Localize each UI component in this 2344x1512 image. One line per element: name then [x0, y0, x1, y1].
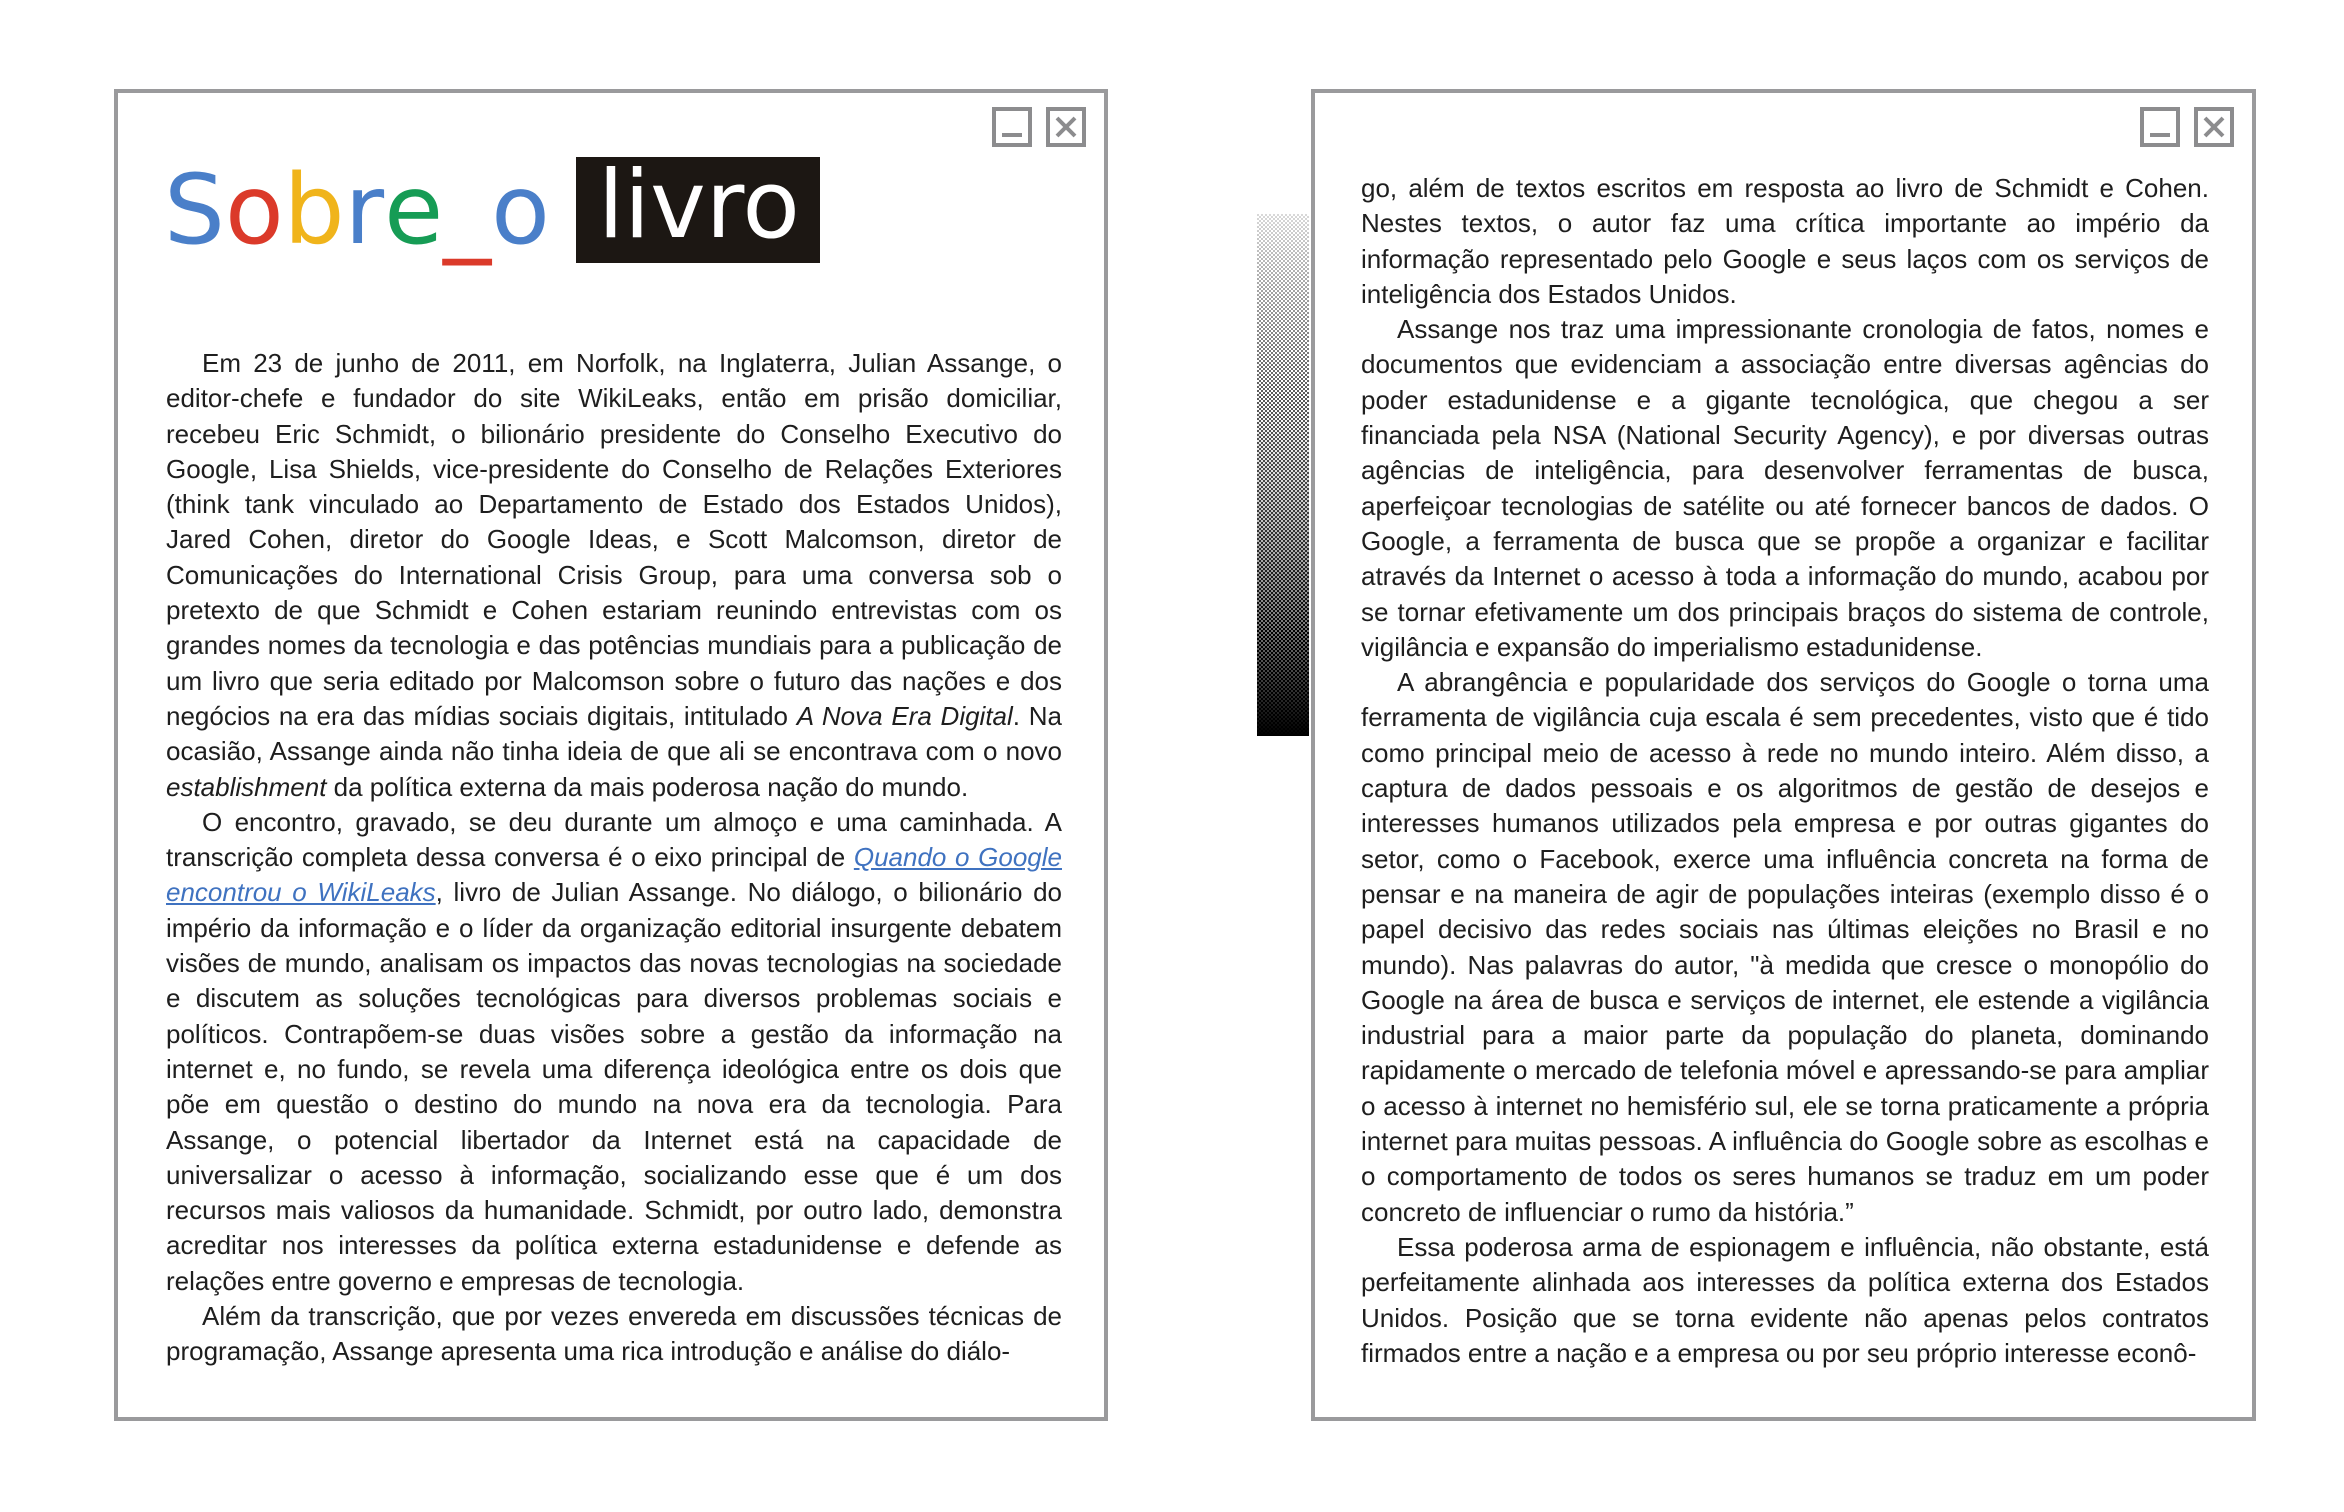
paragraph: Além da transcrição, que por vezes envereda em discussões técnicas de programação, Assange apresenta uma rica introdução e análise do diálo-: [166, 1301, 1062, 1367]
title-letter: _: [443, 154, 492, 266]
left-text-window: [114, 89, 1108, 1421]
italic-term: establishment: [166, 771, 327, 802]
book-title: A Nova Era Digital: [796, 700, 1013, 731]
title-boxed-word: livro: [576, 157, 820, 263]
right-text-window: [1311, 89, 2256, 1421]
minimize-icon[interactable]: [992, 107, 1032, 147]
title-letter: e: [384, 154, 444, 266]
paragraph: Assange nos traz uma impressionante cronologia de fatos, nomes e documentos que evidenciam a associação entre diversas agências do poder estadunidense e a gigante tecnológica, que chegou a ser financiada pela NSA (National Security Agency), e por diversas outras agências de inteligência, para desenvolver ferramentas de busca, aperfeiçoar tecnologias de satélite ou até fornecer bancos de dados. O Google, a ferramenta de busca que se propõe a organizar e facilitar através da Internet o acesso à toda a informação do mundo, acabou por se tornar efetivamente um dos principais braços do sistema de controle, vigilância e expansão do imperialismo estadunidense.: [1361, 314, 2209, 662]
page-title: [164, 151, 820, 266]
left-body-text: [166, 346, 1062, 1370]
left-window-controls: [992, 107, 1086, 147]
book-link[interactable]: Quando o Google encontrou o WikiLeaks: [166, 842, 1062, 908]
title-letter: S: [164, 154, 225, 266]
right-body-text: [1361, 171, 2209, 1371]
close-icon[interactable]: [2194, 107, 2234, 147]
halftone-strip-decoration: [1257, 214, 1309, 736]
paragraph: Essa poderosa arma de espionagem e influência, não obstante, está perfeitamente alinhada aos interesses da política externa dos Estados Unidos. Posição que se torna evidente não apenas pelos contratos firmados entre a nação e a empresa ou por seu próprio interesse econô-: [1361, 1231, 2209, 1368]
title-letter: b: [283, 154, 345, 266]
minimize-icon[interactable]: [2140, 107, 2180, 147]
title-letter: o: [224, 154, 284, 266]
paragraph: go, além de textos escritos em resposta ao livro de Schmidt e Cohen. Nestes textos, o autor faz uma crítica importante ao império da informação representado pelo Google e seus laços com os serviços de inteligência dos Estados Unidos.: [1361, 173, 2209, 309]
right-window-controls: [2140, 107, 2234, 147]
title-letter: o: [491, 154, 550, 266]
paragraph: A abrangência e popularidade dos serviços do Google o torna uma ferramenta de vigilância cuja escala é sem precedentes, visto que é tido como principal meio de acesso à rede no mundo inteiro. Além disso, a captura de dados pessoais e os algoritmos de gestão de desejos e interesses humanos utilizados pela empresa e por outras gigantes do setor, como o Facebook, exerce uma influência concreta na forma de pensar e na maneira de agir de populações inteiras (exemplo disso é o papel decisivo das redes sociais nas últimas eleições no Brasil e no mundo). Nas palavras do autor, "à medida que cresce o monopólio do Google na área de busca e serviços de internet, ele estende a vigilância industrial para a maior parte da população do planeta, dominando rapidamente o mercado de telefonia móvel e apressando-se para ampliar o acesso à internet no hemisfério sul, ele se torna praticamente a própria internet para muitas pessoas. A influência do Google sobre as escolhas e o comportamento de todos os seres humanos se traduz em um poder concreto de influenciar o rumo da história.”: [1361, 667, 2209, 1227]
close-icon[interactable]: [1046, 107, 1086, 147]
title-letter: r: [344, 154, 385, 266]
paragraph: O encontro, gravado, se deu durante um almoço e uma caminhada. A transcrição completa dessa conversa é o eixo principal de Quando o Google encontrou o WikiLeaks, livro de Julian Assange. No diálogo, o bilionário do império da informação e o líder da organização editorial insurgente debatem visões de mundo, analisam os impactos das novas tecnologias na sociedade e discutem as soluções tecnológicas para diversos problemas sociais e políticos. Contrapõem-se duas visões sobre a gestão da informação na internet e, no fundo, se revela uma diferença ideológica entre os dois que põe em questão o destino do mundo na nova era da tecnologia. Para Assange, o potencial libertador da Internet está na capacidade de universalizar o acesso à informação, socializando esse que é um dos recursos mais valiosos da humanidade. Schmidt, por outro lado, demonstra acreditar nos interesses da política externa estadunidense e defende as relações entre governo e empresas de tecnologia.: [166, 806, 1062, 1296]
paragraph: Em 23 de junho de 2011, em Norfolk, na Inglaterra, Julian Assange, o editor-chefe e fundador do site WikiLeaks, então em prisão domiciliar, recebeu Eric Schmidt, o bilionário presidente do Conselho Executivo do Google, Lisa Shields, vice-presidente do Conselho de Relações Exteriores (think tank vinculado ao Departamento de Estado dos Estados Unidos), Jared Cohen, diretor do Google Ideas, e Scott Malcomson, diretor de Comunicações do International Crisis Group, para uma conversa sob o pretexto de que Schmidt e Cohen estariam reunindo entrevistas com os grandes nomes da tecnologia e das potências mundiais para a publicação de um livro que seria editado por Malcomson sobre o futuro das nações e dos negócios na era das mídias sociais digitais, intitulado A Nova Era Digital. Na ocasião, Assange ainda não tinha ideia de que ali se encontrava com o novo establishment da política externa da mais poderosa nação do mundo.: [166, 348, 1063, 802]
